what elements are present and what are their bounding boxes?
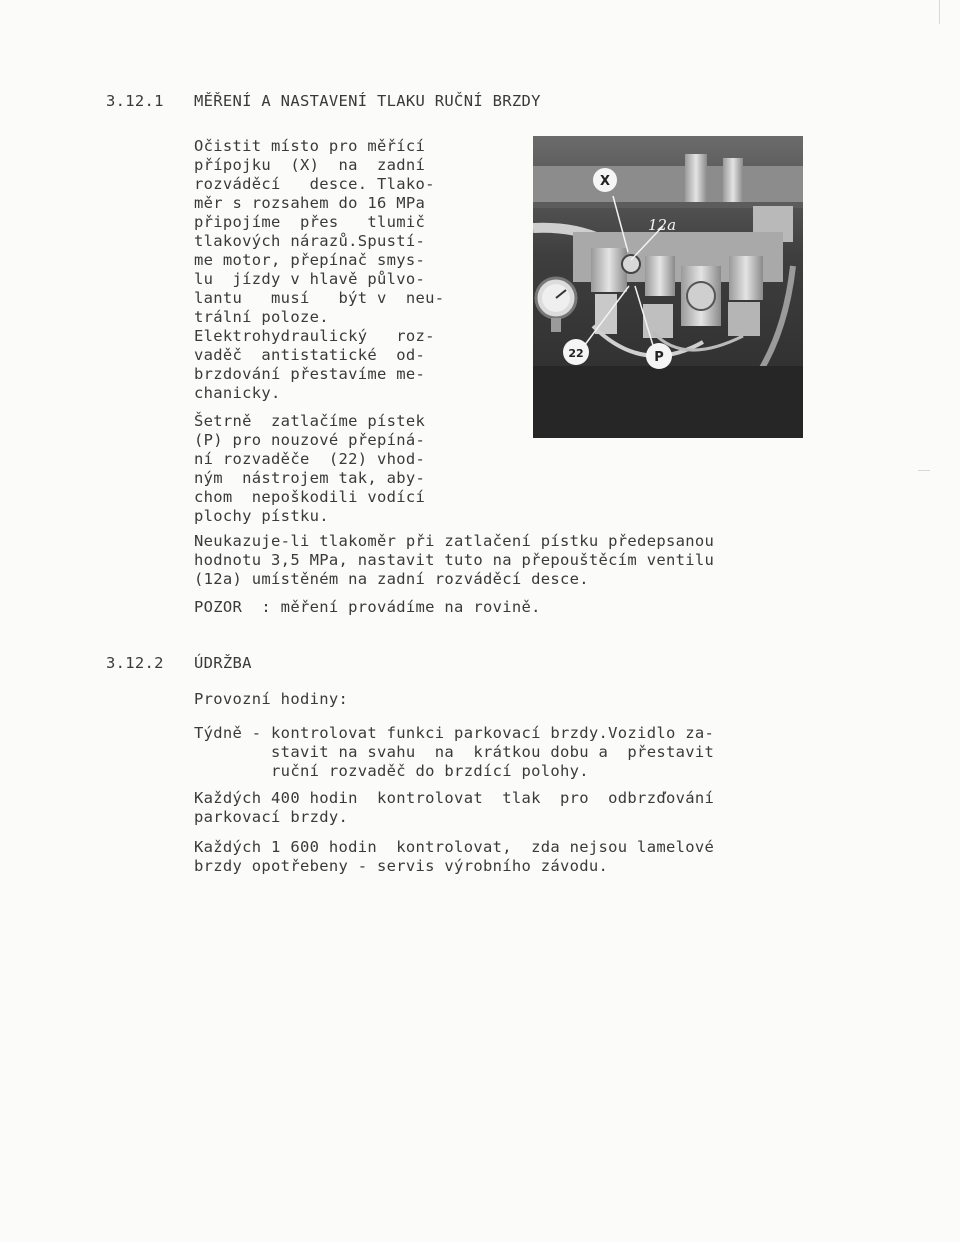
- text-line: brzdování přestavíme me-: [194, 365, 426, 383]
- text-line: Neukazuje-li tlakoměr při zatlačení pístku předepsanou: [194, 532, 715, 550]
- text-line: přípojku (X) na zadní: [194, 156, 426, 174]
- text-line: měr s rozsahem do 16 MPa: [194, 194, 426, 212]
- distributor-photo-drawing: [533, 136, 803, 438]
- text-line: lantu musí být v neu-: [194, 289, 445, 307]
- section-title: MĚŘENÍ A NASTAVENÍ TLAKU RUČNÍ BRZDY: [194, 92, 541, 110]
- text-line: rozváděcí desce. Tlako-: [194, 175, 435, 193]
- text-line: chom nepoškodili vodící: [194, 488, 426, 506]
- text-line: chanicky.: [194, 384, 281, 402]
- text-line: Týdně - kontrolovat funkci parkovací brzdy.Vozidlo za-: [194, 724, 715, 742]
- scan-mark: [918, 470, 930, 471]
- text-line: Každých 400 hodin kontrolovat tlak pro odbrzďování: [194, 789, 715, 807]
- text-line: Očistit místo pro měřící: [194, 137, 426, 155]
- text-line: me motor, přepínač smys-: [194, 251, 426, 269]
- distributor-photo: [533, 136, 803, 438]
- subtitle: Provozní hodiny:: [194, 690, 349, 708]
- text-line: připojíme přes tlumič: [194, 213, 426, 231]
- scan-mark: [939, 0, 940, 24]
- text-line: Šetrně zatlačíme pístek: [194, 412, 426, 430]
- text-line: ným nástrojem tak, aby-: [194, 469, 426, 487]
- text-line: tlakových nárazů.Spustí-: [194, 232, 426, 250]
- text-line: (12a) umístěném na zadní rozváděcí desce.: [194, 570, 589, 588]
- text-line: lu jízdy v hlavě půlvo-: [194, 270, 426, 288]
- text-line: hodnotu 3,5 MPa, nastavit tuto na přepouštěcím ventilu: [194, 551, 715, 569]
- section-number: 3.12.1: [106, 92, 164, 110]
- text-line: ní rozvaděče (22) vhod-: [194, 450, 426, 468]
- text-line: Elektrohydraulický roz-: [194, 327, 435, 345]
- label-12a: 12a: [648, 216, 677, 234]
- section-title: ÚDRŽBA: [194, 654, 252, 672]
- warning-note: POZOR : měření provádíme na rovině.: [194, 598, 541, 616]
- text-line: stavit na svahu na krátkou dobu a přestavit: [194, 743, 715, 761]
- text-line: (P) pro nouzové přepíná-: [194, 431, 426, 449]
- text-line: ruční rozvaděč do brzdící polohy.: [194, 762, 589, 780]
- text-line: brzdy opotřebeny - servis výrobního závodu.: [194, 857, 609, 875]
- text-line: plochy pístku.: [194, 507, 329, 525]
- text-line: Každých 1 600 hodin kontrolovat, zda nejsou lamelové: [194, 838, 715, 856]
- text-line: trální poloze.: [194, 308, 329, 326]
- text-line: vaděč antistatické od-: [194, 346, 426, 364]
- label-22: 22: [568, 347, 584, 360]
- label-x: X: [599, 174, 611, 189]
- text-line: parkovací brzdy.: [194, 808, 349, 826]
- label-p: P: [654, 350, 664, 365]
- section-number: 3.12.2: [106, 654, 164, 672]
